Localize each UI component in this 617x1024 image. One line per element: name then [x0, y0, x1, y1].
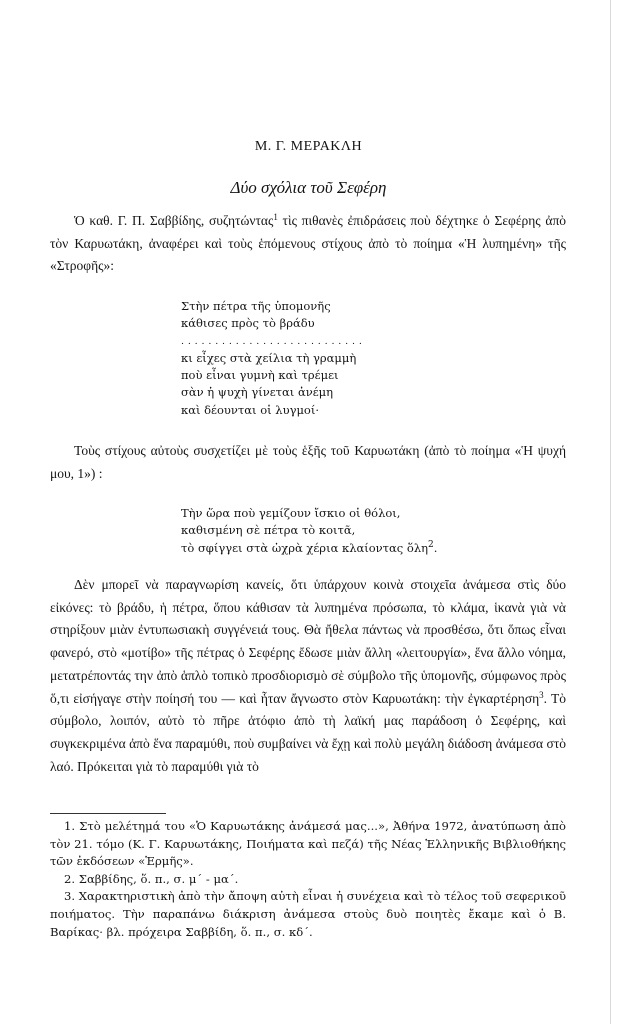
verse-trailer: .	[433, 540, 438, 555]
article-author: Μ. Γ. ΜΕΡΑΚΛΗ	[254, 139, 363, 154]
note-ref: 2	[428, 539, 434, 550]
intro-text: Ὁ καθ. Γ. Π. Σαββίδης, συζητώντας	[74, 213, 274, 228]
note-ref: 3	[539, 689, 544, 700]
footnote: 2. Σαββίδης, ὅ. π., σ. μ΄ - μα΄.	[64, 871, 239, 886]
verse-line: σὰν ἡ ψυχὴ γίνεται ἀνέμη	[181, 385, 334, 400]
footnote: 1. Στὸ μελέτημά του «Ὁ Καρυωτάκης ἀνάμεσά μας...», Ἀθήνα 1972, ἀνατύπωση ἀπὸ τὸν 21. τόμο (Κ. Γ. Καρυωτάκης, Ποιήματα καὶ πεζά) τῆς Νέας Ἑλληνικῆς Βιβλιοθήκης τῶν ἐκδόσεων «Ἑρμῆς».	[50, 819, 566, 869]
comparison-paragraph	[50, 440, 566, 485]
verse-line: τὸ σφίγγει στὰ ὠχρὰ χέρια κλαίοντας ὅλη	[181, 540, 428, 555]
verse-omission: . . . . . . . . . . . . . . . . . . . . . . . . . . .	[181, 335, 363, 347]
verse-line: καθισμένη σὲ πέτρα τὸ κοιτᾶ,	[181, 523, 356, 538]
footnotes	[50, 818, 566, 941]
verse-quote-karyotakis	[181, 505, 437, 557]
verse-quote-seferis	[181, 298, 362, 419]
verse-line: Τὴν ὥρα ποὺ γεμίζουν ἴσκιο οἱ θόλοι,	[181, 506, 401, 520]
intro-text-continued: τὶς πιθανὲς ἐπιδράσεις ποὺ δέχτηκε ὁ Σεφέρης ἀπὸ τὸν Καρυωτάκη, ἀναφέρει καὶ τοὺς ἑπόμενους στίχους ἀπὸ τὸ ποίημα «Ἡ λυπημένη» τῆς «Στροφῆς»:	[50, 213, 567, 274]
verse-line: κάθισες πρὸς τὸ βράδυ	[181, 316, 315, 331]
verse-line: Στὴν πέτρα τῆς ὑπομονῆς	[181, 299, 331, 313]
note-ref: 1	[273, 212, 278, 222]
verse-line: κι εἶχες στὰ χείλια τὴ γραμμὴ	[181, 350, 357, 365]
footnote-rule	[50, 813, 166, 814]
body-text-continued: . Τὸ σύμβολο, λοιπόν, αὐτὸ τὸ πῆρε ἀτόφιο ἀπὸ τὴ λαϊκή μας παράδοση ὁ Σεφέρης, καὶ συγκεκριμένα ἀπὸ ἕνα παραμύθι, ποὺ συμβαίνει νὰ ἔχῃ καὶ πολὺ μεγάλη διάδοση ἀνάμεσα στὸ λαό. Πρόκειται γιὰ τὸ παραμύθι γιὰ τὸ	[50, 690, 566, 774]
intro-paragraph	[50, 210, 566, 278]
body-text: Δὲν μπορεῖ νὰ παραγνωρίση κανείς, ὅτι ὑπάρχουν κοινὰ στοιχεῖα ἀνάμεσα στὶς δύο εἰκόνες: τὸ βράδυ, ἡ πέτρα, ὅπου κάθισαν τὰ λυπημένα πρόσωπα, τὸ κλάμα, ἱκανὰ γιὰ νὰ στηρίξουν μιὰν ἐντυπωσιακὴ συγγένειά τους. Θὰ ἤθελα πάντως νὰ προσθέσω, ὅτι ὅπως εἶναι φανερό, στὸ «μοτίβο» τῆς πέτρας ὁ Σεφέρης ἔδωσε μιὰν ἄλλη «λειτουργία», ἕνα ἄλλο νόημα, μετατρέποντάς την ἀπὸ ἁπλὸ τοπικὸ προσδιορισμὸ σὲ σύμβολο τῆς ὑπομονῆς, σύμφωνος πρὸς ὅ,τι εἰσήγαγε στὴν ποίησή του — καὶ ἦταν ἄγνωστο στὸν Καρυωτάκη: τὴν ἐγκαρτέρηση	[50, 577, 566, 706]
verse-line-last	[181, 540, 437, 557]
body-paragraph	[50, 574, 566, 778]
verse-line: καὶ δέουνται οἱ λυγμοί·	[181, 402, 319, 417]
footnote: 3. Χαρακτηριστικὴ ἀπὸ τὴν ἄποψη αὐτὴ εἶναι ἡ συνέχεια καὶ τὸ τέλος τοῦ σεφερικοῦ ποιήματος. Τὴν παραπάνω διάκριση ἀνάμεσα στοὺς δυὸ ποιητὲς ἔκαμε καὶ ὁ Β. Βαρίκας· βλ. πρόχειρα Σαββίδη, ὅ. π., σ. κδ΄.	[50, 889, 566, 939]
comparison-text: Τοὺς στίχους αὐτοὺς συσχετίζει μὲ τοὺς ἑξῆς τοῦ Καρυωτάκη (ἀπὸ τὸ ποίημα «Ἡ ψυχή μου, 1») :	[50, 443, 566, 481]
article-title: Δύο σχόλια τοῦ Σεφέρη	[230, 178, 387, 197]
verse-line: ποὺ εἶναι γυμνὴ καὶ τρέμει	[181, 368, 339, 383]
